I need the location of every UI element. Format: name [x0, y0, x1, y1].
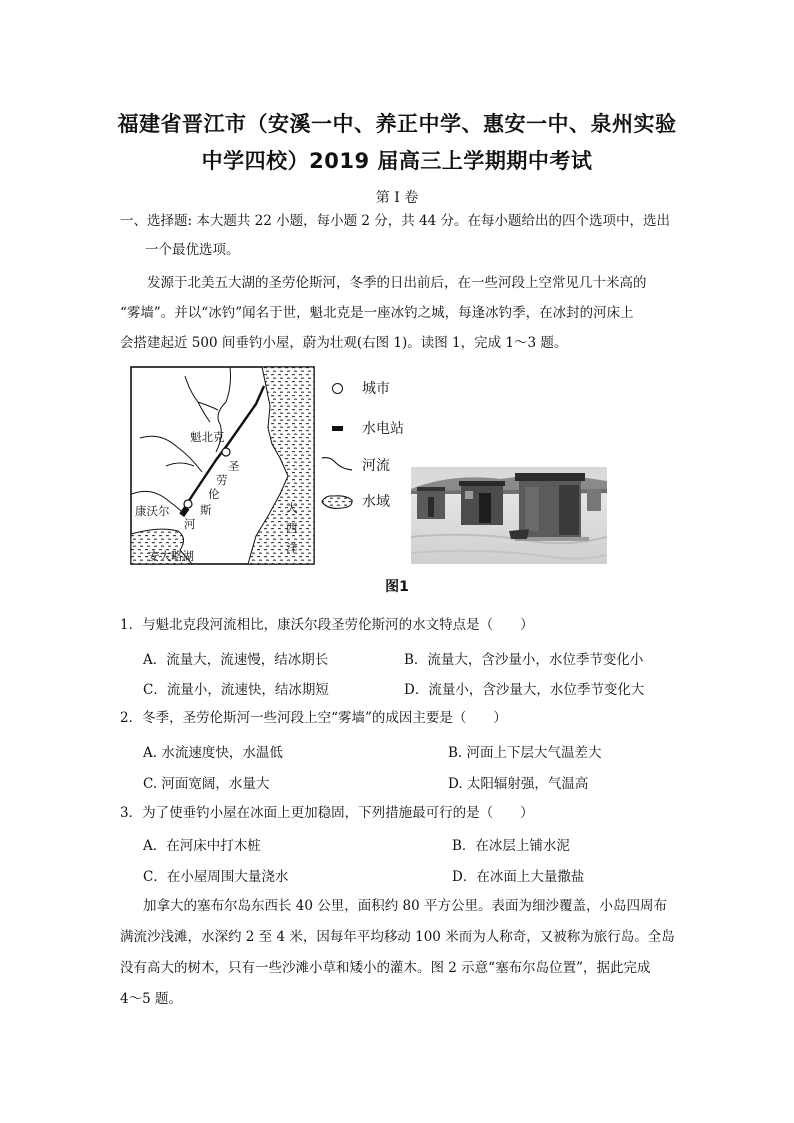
saint-lawrence-map [130, 366, 315, 565]
river-icon [320, 454, 354, 472]
question-1-option-d: D．流量小，含沙量大，水位季节变化大 [404, 682, 645, 698]
passage2-line2: 满流沙浅滩，水深约 2 至 4 米，因每年平均移动 100 米而为人称奇，又被称为旅行岛。全岛 [120, 929, 675, 945]
label-ocean-char: 洋 [286, 541, 298, 555]
question-2-option-a: A. 水流速度快，水温低 [143, 745, 283, 761]
question-1-option-b: B．流量大，含沙量小，水位季节变化小 [404, 652, 644, 668]
question-3-option-a: A．在河床中打木桩 [143, 838, 261, 854]
passage2-line3: 没有高大的树木，只有一些沙滩小草和矮小的灌木。图 2 示意“塞布尔岛位置”，据此完成 [120, 960, 651, 976]
label-river-char: 河 [184, 517, 196, 531]
section-instruction-line2: 一个最优选项。 [145, 242, 240, 258]
water-area-icon [320, 493, 354, 511]
legend-label-city: 城市 [362, 381, 390, 397]
exam-title-line2: 中学四校）2019 届高三上学期期中考试 [201, 149, 593, 173]
question-3-stem: 3．为了使垂钓小屋在冰面上更加稳固，下列措施最可行的是（ ） [120, 805, 534, 821]
label-kingston: 康沃尔 [135, 504, 170, 518]
label-river-char: 劳 [216, 473, 228, 487]
label-ocean-char: 西 [286, 521, 298, 535]
legend-label-hydropower: 水电站 [362, 421, 404, 437]
label-quebec: 魁北克 [190, 430, 225, 444]
question-3-option-b: B．在冰层上铺水泥 [452, 838, 570, 854]
exam-title-line1: 福建省晋江市（安溪一中、养正中学、惠安一中、泉州实验 [117, 112, 677, 136]
ice-fishing-huts-photo [411, 467, 607, 564]
section-instruction-line1: 一、选择题: 本大题共 22 小题，每小题 2 分，共 44 分。在每小题给出的四个选项中，选出 [120, 213, 671, 229]
hydropower-icon [332, 426, 343, 431]
figure1-caption: 图1 [385, 579, 409, 595]
passage1-line2: “雾墙”。并以“冰钓”闻名于世，魁北克是一座冰钓之城，每逢冰钓季，在冰封的河床上 [120, 305, 634, 321]
question-1-option-c: C．流量小，流速快，结冰期短 [143, 682, 329, 698]
label-ontario-lake: 安大略湖 [148, 549, 194, 563]
passage2-line4: 4～5 题。 [120, 991, 182, 1007]
label-river-char: 圣 [228, 459, 240, 473]
question-2-stem: 2．冬季，圣劳伦斯河一些河段上空“雾墙”的成因主要是（ ） [120, 710, 507, 726]
question-3-option-c: C．在小屋周围大量浇水 [143, 869, 289, 885]
label-ocean-char: 大 [286, 501, 298, 515]
volume-label: 第 Ⅰ 卷 [375, 190, 419, 206]
city-icon [332, 383, 343, 394]
legend-label-river: 河流 [362, 458, 390, 474]
question-2-option-b: B. 河面上下层大气温差大 [448, 745, 602, 761]
question-1-option-a: A．流量大，流速慢，结冰期长 [143, 652, 329, 668]
passage2-line1: 加拿大的塞布尔岛东西长 40 公里，面积约 80 平方公里。表面为细沙覆盖，小岛四周布 [143, 898, 668, 914]
city-icon-quebec [222, 448, 230, 456]
question-2-option-d: D. 太阳辐射强，气温高 [448, 776, 589, 792]
passage1-line1: 发源于北美五大湖的圣劳伦斯河，冬季的日出前后，在一些河段上空常见几十米高的 [147, 275, 647, 291]
label-river-char: 伦 [208, 487, 220, 501]
question-2-option-c: C. 河面宽阔，水量大 [143, 776, 270, 792]
legend-label-water-area: 水域 [362, 494, 390, 510]
question-3-option-d: D．在冰面上大量撒盐 [452, 869, 585, 885]
question-1-stem: 1．与魁北克段河流相比，康沃尔段圣劳伦斯河的水文特点是（ ） [120, 617, 534, 633]
passage1-line3: 会搭建起近 500 间垂钓小屋，蔚为壮观(右图 1)。读图 1，完成 1～3 题。 [120, 335, 568, 351]
label-river-char: 斯 [200, 503, 212, 517]
